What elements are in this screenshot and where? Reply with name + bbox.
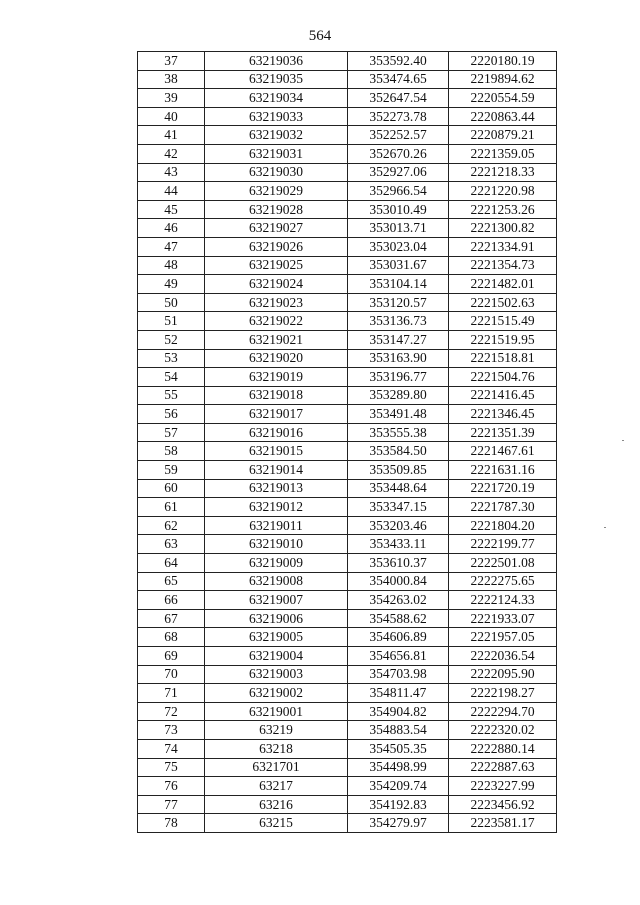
scan-speck — [622, 440, 624, 441]
point-id-cell: 63219002 — [205, 684, 348, 703]
row-index-cell: 68 — [138, 628, 205, 647]
y-coordinate-cell: 2223456.92 — [449, 795, 557, 814]
y-coordinate-cell: 2221518.81 — [449, 349, 557, 368]
point-id-cell: 63219010 — [205, 535, 348, 554]
point-id-cell: 63219011 — [205, 516, 348, 535]
row-index-cell: 51 — [138, 312, 205, 331]
x-coordinate-cell: 352252.57 — [348, 126, 449, 145]
table-row — [138, 498, 557, 517]
y-coordinate-cell: 2222198.27 — [449, 684, 557, 703]
x-coordinate-cell: 354279.97 — [348, 814, 449, 833]
point-id-cell: 63219029 — [205, 182, 348, 201]
row-index-cell: 52 — [138, 330, 205, 349]
table-row — [138, 89, 557, 108]
table-row — [138, 293, 557, 312]
table-row — [138, 795, 557, 814]
table-row — [138, 386, 557, 405]
coordinates-table — [137, 51, 557, 833]
y-coordinate-cell: 2221359.05 — [449, 144, 557, 163]
x-coordinate-cell: 352670.26 — [348, 144, 449, 163]
y-coordinate-cell: 2221957.05 — [449, 628, 557, 647]
table-row — [138, 758, 557, 777]
table-row — [138, 107, 557, 126]
point-id-cell: 63219027 — [205, 219, 348, 238]
row-index-cell: 69 — [138, 647, 205, 666]
y-coordinate-cell: 2222199.77 — [449, 535, 557, 554]
row-index-cell: 47 — [138, 237, 205, 256]
y-coordinate-cell: 2221515.49 — [449, 312, 557, 331]
x-coordinate-cell: 354703.98 — [348, 665, 449, 684]
y-coordinate-cell: 2221346.45 — [449, 405, 557, 424]
point-id-cell: 63219031 — [205, 144, 348, 163]
point-id-cell: 63219021 — [205, 330, 348, 349]
x-coordinate-cell: 353013.71 — [348, 219, 449, 238]
row-index-cell: 41 — [138, 126, 205, 145]
y-coordinate-cell: 2220554.59 — [449, 89, 557, 108]
table-row — [138, 609, 557, 628]
point-id-cell: 63219017 — [205, 405, 348, 424]
point-id-cell: 63219016 — [205, 423, 348, 442]
y-coordinate-cell: 2221482.01 — [449, 275, 557, 294]
table-row — [138, 368, 557, 387]
y-coordinate-cell: 2221354.73 — [449, 256, 557, 275]
row-index-cell: 67 — [138, 609, 205, 628]
table-row — [138, 702, 557, 721]
point-id-cell: 63219028 — [205, 200, 348, 219]
y-coordinate-cell: 2222294.70 — [449, 702, 557, 721]
point-id-cell: 63219018 — [205, 386, 348, 405]
x-coordinate-cell: 353474.65 — [348, 70, 449, 89]
table-row — [138, 442, 557, 461]
point-id-cell: 63219012 — [205, 498, 348, 517]
x-coordinate-cell: 354505.35 — [348, 739, 449, 758]
x-coordinate-cell: 353592.40 — [348, 52, 449, 71]
table-row — [138, 479, 557, 498]
point-id-cell: 63215 — [205, 814, 348, 833]
x-coordinate-cell: 353147.27 — [348, 330, 449, 349]
x-coordinate-cell: 354811.47 — [348, 684, 449, 703]
y-coordinate-cell: 2221300.82 — [449, 219, 557, 238]
row-index-cell: 43 — [138, 163, 205, 182]
table-row — [138, 628, 557, 647]
point-id-cell: 63219003 — [205, 665, 348, 684]
x-coordinate-cell: 353120.57 — [348, 293, 449, 312]
y-coordinate-cell: 2222124.33 — [449, 591, 557, 610]
table-row — [138, 126, 557, 145]
row-index-cell: 50 — [138, 293, 205, 312]
y-coordinate-cell: 2221351.39 — [449, 423, 557, 442]
row-index-cell: 74 — [138, 739, 205, 758]
x-coordinate-cell: 353136.73 — [348, 312, 449, 331]
x-coordinate-cell: 353491.48 — [348, 405, 449, 424]
table-row — [138, 423, 557, 442]
point-id-cell: 63219032 — [205, 126, 348, 145]
y-coordinate-cell: 2222880.14 — [449, 739, 557, 758]
x-coordinate-cell: 354606.89 — [348, 628, 449, 647]
table-row — [138, 52, 557, 71]
table-row — [138, 535, 557, 554]
row-index-cell: 44 — [138, 182, 205, 201]
row-index-cell: 73 — [138, 721, 205, 740]
table-row — [138, 219, 557, 238]
x-coordinate-cell: 352927.06 — [348, 163, 449, 182]
x-coordinate-cell: 353433.11 — [348, 535, 449, 554]
row-index-cell: 40 — [138, 107, 205, 126]
row-index-cell: 45 — [138, 200, 205, 219]
x-coordinate-cell: 354588.62 — [348, 609, 449, 628]
point-id-cell: 63219019 — [205, 368, 348, 387]
row-index-cell: 37 — [138, 52, 205, 71]
row-index-cell: 78 — [138, 814, 205, 833]
row-index-cell: 54 — [138, 368, 205, 387]
point-id-cell: 63219013 — [205, 479, 348, 498]
y-coordinate-cell: 2221218.33 — [449, 163, 557, 182]
row-index-cell: 76 — [138, 777, 205, 796]
row-index-cell: 59 — [138, 461, 205, 480]
x-coordinate-cell: 353031.67 — [348, 256, 449, 275]
y-coordinate-cell: 2222887.63 — [449, 758, 557, 777]
scan-speck — [604, 527, 606, 528]
table-row — [138, 572, 557, 591]
point-id-cell: 63219026 — [205, 237, 348, 256]
x-coordinate-cell: 354209.74 — [348, 777, 449, 796]
x-coordinate-cell: 352647.54 — [348, 89, 449, 108]
point-id-cell: 63219004 — [205, 647, 348, 666]
y-coordinate-cell: 2222095.90 — [449, 665, 557, 684]
row-index-cell: 38 — [138, 70, 205, 89]
table-row — [138, 591, 557, 610]
row-index-cell: 60 — [138, 479, 205, 498]
row-index-cell: 64 — [138, 554, 205, 573]
y-coordinate-cell: 2220879.21 — [449, 126, 557, 145]
row-index-cell: 77 — [138, 795, 205, 814]
point-id-cell: 63219033 — [205, 107, 348, 126]
y-coordinate-cell: 2223227.99 — [449, 777, 557, 796]
table-row — [138, 144, 557, 163]
row-index-cell: 46 — [138, 219, 205, 238]
y-coordinate-cell: 2220180.19 — [449, 52, 557, 71]
row-index-cell: 61 — [138, 498, 205, 517]
row-index-cell: 65 — [138, 572, 205, 591]
table-row — [138, 461, 557, 480]
y-coordinate-cell: 2221504.76 — [449, 368, 557, 387]
point-id-cell: 63219001 — [205, 702, 348, 721]
table-row — [138, 665, 557, 684]
y-coordinate-cell: 2221467.61 — [449, 442, 557, 461]
x-coordinate-cell: 353347.15 — [348, 498, 449, 517]
y-coordinate-cell: 2221334.91 — [449, 237, 557, 256]
point-id-cell: 63219005 — [205, 628, 348, 647]
x-coordinate-cell: 353289.80 — [348, 386, 449, 405]
point-id-cell: 63219030 — [205, 163, 348, 182]
table-row — [138, 70, 557, 89]
row-index-cell: 75 — [138, 758, 205, 777]
table-body — [138, 52, 557, 833]
y-coordinate-cell: 2221933.07 — [449, 609, 557, 628]
row-index-cell: 55 — [138, 386, 205, 405]
point-id-cell: 63219035 — [205, 70, 348, 89]
row-index-cell: 70 — [138, 665, 205, 684]
y-coordinate-cell: 2221720.19 — [449, 479, 557, 498]
point-id-cell: 63216 — [205, 795, 348, 814]
point-id-cell: 63219008 — [205, 572, 348, 591]
point-id-cell: 63219 — [205, 721, 348, 740]
table-row — [138, 237, 557, 256]
x-coordinate-cell: 354000.84 — [348, 572, 449, 591]
x-coordinate-cell: 354263.02 — [348, 591, 449, 610]
x-coordinate-cell: 353104.14 — [348, 275, 449, 294]
point-id-cell: 63219023 — [205, 293, 348, 312]
x-coordinate-cell: 353163.90 — [348, 349, 449, 368]
point-id-cell: 63219006 — [205, 609, 348, 628]
table-row — [138, 182, 557, 201]
point-id-cell: 63217 — [205, 777, 348, 796]
table-row — [138, 721, 557, 740]
page-number: 564 — [308, 28, 332, 44]
table-row — [138, 554, 557, 573]
row-index-cell: 63 — [138, 535, 205, 554]
x-coordinate-cell: 354498.99 — [348, 758, 449, 777]
point-id-cell: 63219034 — [205, 89, 348, 108]
y-coordinate-cell: 2221631.16 — [449, 461, 557, 480]
y-coordinate-cell: 2222036.54 — [449, 647, 557, 666]
table-row — [138, 275, 557, 294]
y-coordinate-cell: 2222501.08 — [449, 554, 557, 573]
point-id-cell: 63219020 — [205, 349, 348, 368]
point-id-cell: 63219025 — [205, 256, 348, 275]
row-index-cell: 53 — [138, 349, 205, 368]
point-id-cell: 63219022 — [205, 312, 348, 331]
row-index-cell: 58 — [138, 442, 205, 461]
x-coordinate-cell: 354656.81 — [348, 647, 449, 666]
x-coordinate-cell: 352966.54 — [348, 182, 449, 201]
row-index-cell: 72 — [138, 702, 205, 721]
table-row — [138, 814, 557, 833]
row-index-cell: 42 — [138, 144, 205, 163]
table-row — [138, 330, 557, 349]
point-id-cell: 63218 — [205, 739, 348, 758]
y-coordinate-cell: 2223581.17 — [449, 814, 557, 833]
point-id-cell: 6321701 — [205, 758, 348, 777]
y-coordinate-cell: 2221253.26 — [449, 200, 557, 219]
y-coordinate-cell: 2221416.45 — [449, 386, 557, 405]
point-id-cell: 63219015 — [205, 442, 348, 461]
x-coordinate-cell: 353448.64 — [348, 479, 449, 498]
point-id-cell: 63219007 — [205, 591, 348, 610]
x-coordinate-cell: 353610.37 — [348, 554, 449, 573]
table-row — [138, 349, 557, 368]
point-id-cell: 63219036 — [205, 52, 348, 71]
table-row — [138, 684, 557, 703]
x-coordinate-cell: 353509.85 — [348, 461, 449, 480]
point-id-cell: 63219014 — [205, 461, 348, 480]
row-index-cell: 56 — [138, 405, 205, 424]
row-index-cell: 66 — [138, 591, 205, 610]
table-row — [138, 405, 557, 424]
x-coordinate-cell: 353010.49 — [348, 200, 449, 219]
y-coordinate-cell: 2222320.02 — [449, 721, 557, 740]
y-coordinate-cell: 2221787.30 — [449, 498, 557, 517]
y-coordinate-cell: 2221502.63 — [449, 293, 557, 312]
row-index-cell: 71 — [138, 684, 205, 703]
y-coordinate-cell: 2221804.20 — [449, 516, 557, 535]
x-coordinate-cell: 353584.50 — [348, 442, 449, 461]
row-index-cell: 39 — [138, 89, 205, 108]
row-index-cell: 57 — [138, 423, 205, 442]
y-coordinate-cell: 2220863.44 — [449, 107, 557, 126]
table-row — [138, 312, 557, 331]
x-coordinate-cell: 354904.82 — [348, 702, 449, 721]
table-row — [138, 516, 557, 535]
point-id-cell: 63219009 — [205, 554, 348, 573]
x-coordinate-cell: 354192.83 — [348, 795, 449, 814]
x-coordinate-cell: 354883.54 — [348, 721, 449, 740]
x-coordinate-cell: 353023.04 — [348, 237, 449, 256]
x-coordinate-cell: 352273.78 — [348, 107, 449, 126]
table-row — [138, 200, 557, 219]
y-coordinate-cell: 2221220.98 — [449, 182, 557, 201]
table-row — [138, 163, 557, 182]
table-row — [138, 256, 557, 275]
point-id-cell: 63219024 — [205, 275, 348, 294]
y-coordinate-cell: 2221519.95 — [449, 330, 557, 349]
row-index-cell: 48 — [138, 256, 205, 275]
table-row — [138, 777, 557, 796]
x-coordinate-cell: 353203.46 — [348, 516, 449, 535]
table-row — [138, 647, 557, 666]
row-index-cell: 62 — [138, 516, 205, 535]
row-index-cell: 49 — [138, 275, 205, 294]
y-coordinate-cell: 2222275.65 — [449, 572, 557, 591]
y-coordinate-cell: 2219894.62 — [449, 70, 557, 89]
x-coordinate-cell: 353196.77 — [348, 368, 449, 387]
table-row — [138, 739, 557, 758]
x-coordinate-cell: 353555.38 — [348, 423, 449, 442]
